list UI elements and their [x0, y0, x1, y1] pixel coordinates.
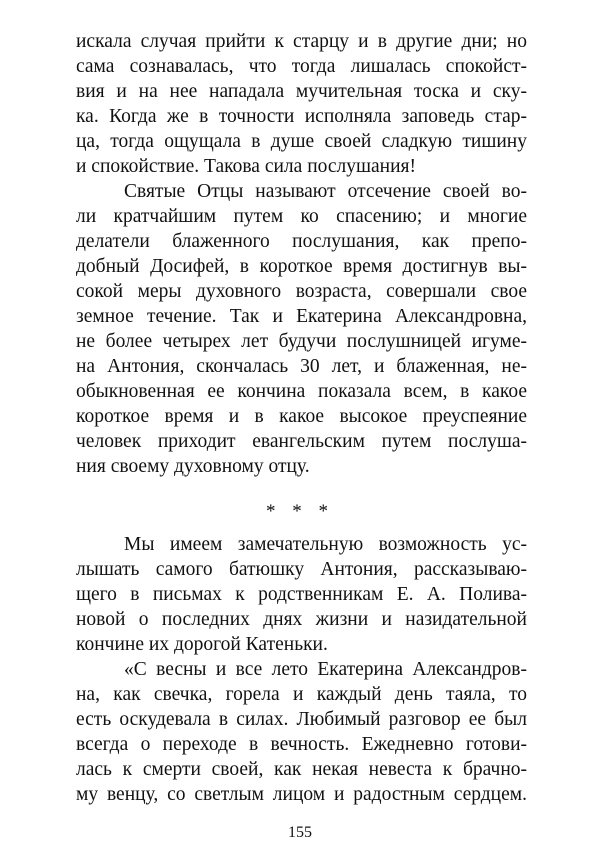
text-line: Мы имеем замечательную возможность ус- [124, 534, 527, 555]
text-line: вия и на нее нападала мучительная тоска и ску- [76, 81, 527, 102]
text-line: ка. Когда же в точности исполняла заповедь стар- [76, 106, 527, 127]
text-line: ли кратчайшим путем ко спасению; и многие [76, 206, 527, 227]
text-line: Святые Отцы называют отсечение своей во- [124, 181, 527, 202]
text-line: земное течение. Так и Екатерина Александровна, [76, 306, 527, 327]
text-line: «С весны и все лето Екатерина Александров- [124, 659, 527, 680]
text-line: на, как свечка, горела и каждый день таяла, то [76, 684, 527, 705]
text-line: не более четырех лет будучи послушницей игуме- [76, 331, 527, 352]
text-line: на Антония, скончалась 30 лет, и блаженная, не- [76, 356, 527, 377]
text-line: есть оскудевала в силах. Любимый разговор ее был [76, 709, 527, 730]
text-line: человек приходит евангельским путем послуша- [76, 431, 527, 452]
text-line: обыкновенная ее кончина показала всем, в какое [76, 381, 527, 402]
text-line: сама сознавалась, что тогда лишалась спокойст- [76, 56, 527, 77]
page-number: 155 [288, 824, 312, 841]
text-line: новой о последних днях жизни и назидательной [76, 609, 527, 630]
text-line: ния своему духовному отцу. [76, 456, 310, 477]
text-line: сокой меры духовного возраста, совершали свое [76, 281, 527, 302]
section-separator: * * * [266, 501, 334, 522]
text-line: лышать самого батюшку Антония, рассказываю- [76, 559, 527, 580]
text-line: и спокойствие. Такова сила послушания! [76, 156, 417, 177]
text-line: делатели блаженного послушания, как препо- [76, 231, 527, 252]
text-line: ца, тогда ощущала в душе своей сладкую тишину [76, 131, 527, 152]
text-line: всегда о переходе в вечность. Ежедневно готови- [76, 734, 527, 755]
text-line: щего в письмах к родственникам Е. А. Полива- [76, 584, 527, 605]
text-line: кончине их дорогой Катеньки. [76, 634, 328, 655]
text-line: лась к смерти своей, как некая невеста к брачно- [76, 759, 527, 780]
text-line: му венцу, со светлым лицом и радостным сердцем. [76, 784, 527, 805]
text-line: искала случая прийти к старцу и в другие дни; но [76, 31, 527, 52]
text-line: добный Досифей, в короткое время достигнув вы- [76, 256, 527, 277]
text-line: короткое время и в какое высокое преуспеяние [76, 406, 527, 427]
